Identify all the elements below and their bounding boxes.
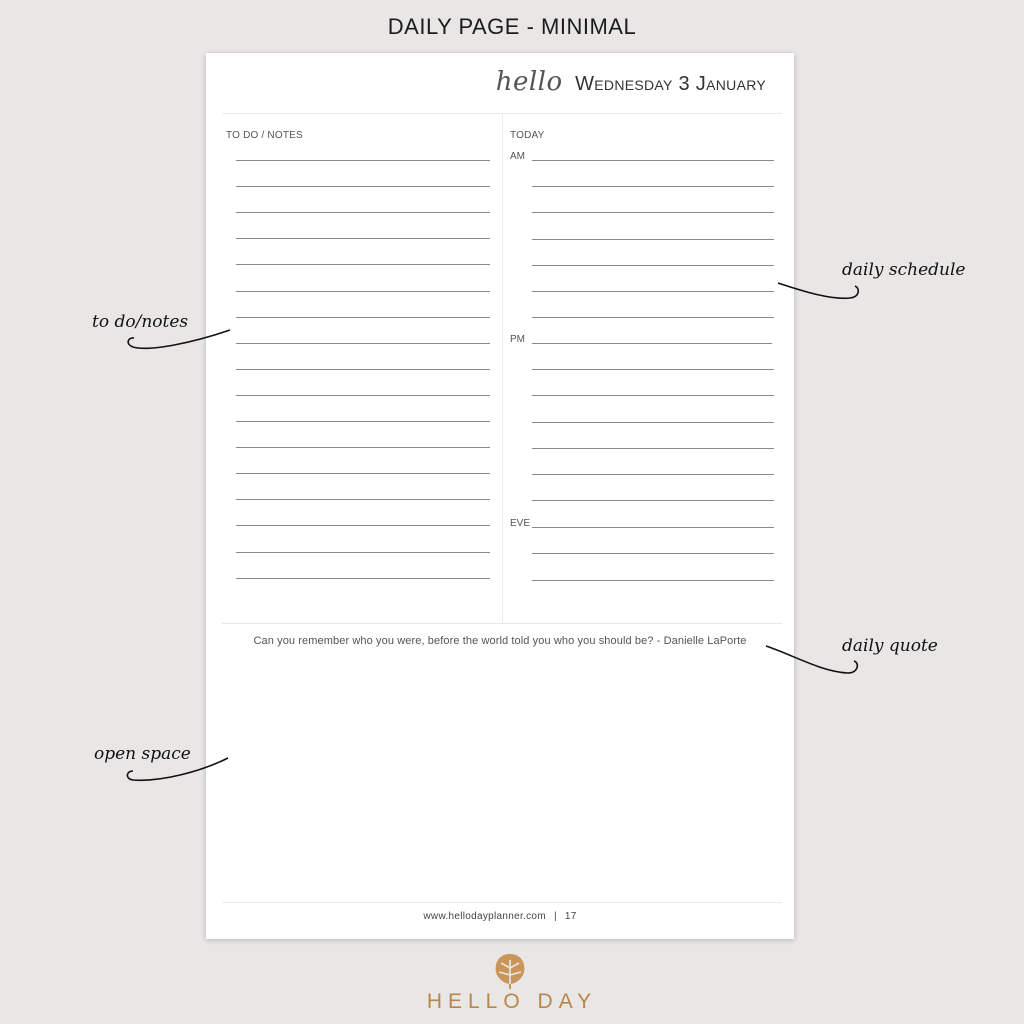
todo-line[interactable] — [236, 264, 490, 265]
todo-line[interactable] — [236, 160, 490, 161]
planner-page — [206, 53, 794, 939]
brand-name: HELLO DAY — [426, 990, 598, 1013]
schedule-line[interactable] — [532, 474, 774, 475]
page-title: DAILY PAGE - MINIMAL — [387, 14, 637, 39]
schedule-line[interactable] — [532, 317, 774, 318]
monstera-leaf-icon — [490, 950, 530, 990]
todo-line[interactable] — [236, 525, 490, 526]
schedule-line[interactable] — [532, 212, 774, 213]
pm-label: PM — [510, 334, 525, 345]
schedule-line[interactable] — [532, 448, 774, 449]
annotation-daily-quote: daily quote — [842, 636, 938, 656]
schedule-line[interactable] — [532, 580, 774, 581]
annotation-open-space: open space — [94, 744, 191, 764]
todo-line[interactable] — [236, 212, 490, 213]
quote-divider — [222, 623, 782, 624]
todo-line[interactable] — [236, 473, 490, 474]
schedule-line[interactable] — [532, 343, 772, 344]
schedule-line[interactable] — [532, 186, 774, 187]
todo-line[interactable] — [236, 317, 490, 318]
schedule-line[interactable] — [532, 395, 774, 396]
todo-line[interactable] — [236, 343, 490, 344]
schedule-line[interactable] — [532, 500, 774, 501]
hello-script-word: hello — [495, 67, 563, 97]
annotation-todo-notes: to do/notes — [92, 312, 189, 332]
todo-line[interactable] — [236, 186, 490, 187]
footer-page-number: 17 — [564, 911, 577, 922]
schedule-line[interactable] — [532, 553, 774, 554]
todo-line[interactable] — [236, 238, 490, 239]
schedule-line[interactable] — [532, 239, 774, 240]
column-divider — [502, 113, 503, 623]
am-label: AM — [510, 151, 525, 162]
todo-line[interactable] — [236, 447, 490, 448]
schedule-line[interactable] — [532, 160, 774, 161]
today-label: TODAY — [510, 130, 545, 141]
schedule-line[interactable] — [532, 527, 774, 528]
todo-line[interactable] — [236, 552, 490, 553]
page-footer — [206, 911, 794, 922]
schedule-line[interactable] — [532, 265, 774, 266]
daily-quote: Can you remember who you were, before the world told you who you should be? - Danielle LaPorte — [253, 635, 747, 647]
schedule-line[interactable] — [532, 422, 774, 423]
todo-line[interactable] — [236, 499, 490, 500]
footer-website: www.hellodayplanner.com — [423, 911, 546, 922]
eve-label: EVE — [510, 518, 531, 529]
header-date: Wednesday 3 January — [575, 73, 766, 95]
todo-line[interactable] — [236, 369, 490, 370]
footer-separator: | — [553, 911, 557, 922]
todo-line[interactable] — [236, 291, 490, 292]
schedule-line[interactable] — [532, 369, 774, 370]
footer-divider — [222, 902, 782, 903]
todo-notes-label: TO DO / NOTES — [226, 130, 303, 141]
annotation-daily-schedule: daily schedule — [842, 260, 966, 280]
schedule-line[interactable] — [532, 291, 774, 292]
todo-line[interactable] — [236, 578, 490, 579]
todo-line[interactable] — [236, 395, 490, 396]
todo-line[interactable] — [236, 421, 490, 422]
page-header — [206, 67, 766, 97]
